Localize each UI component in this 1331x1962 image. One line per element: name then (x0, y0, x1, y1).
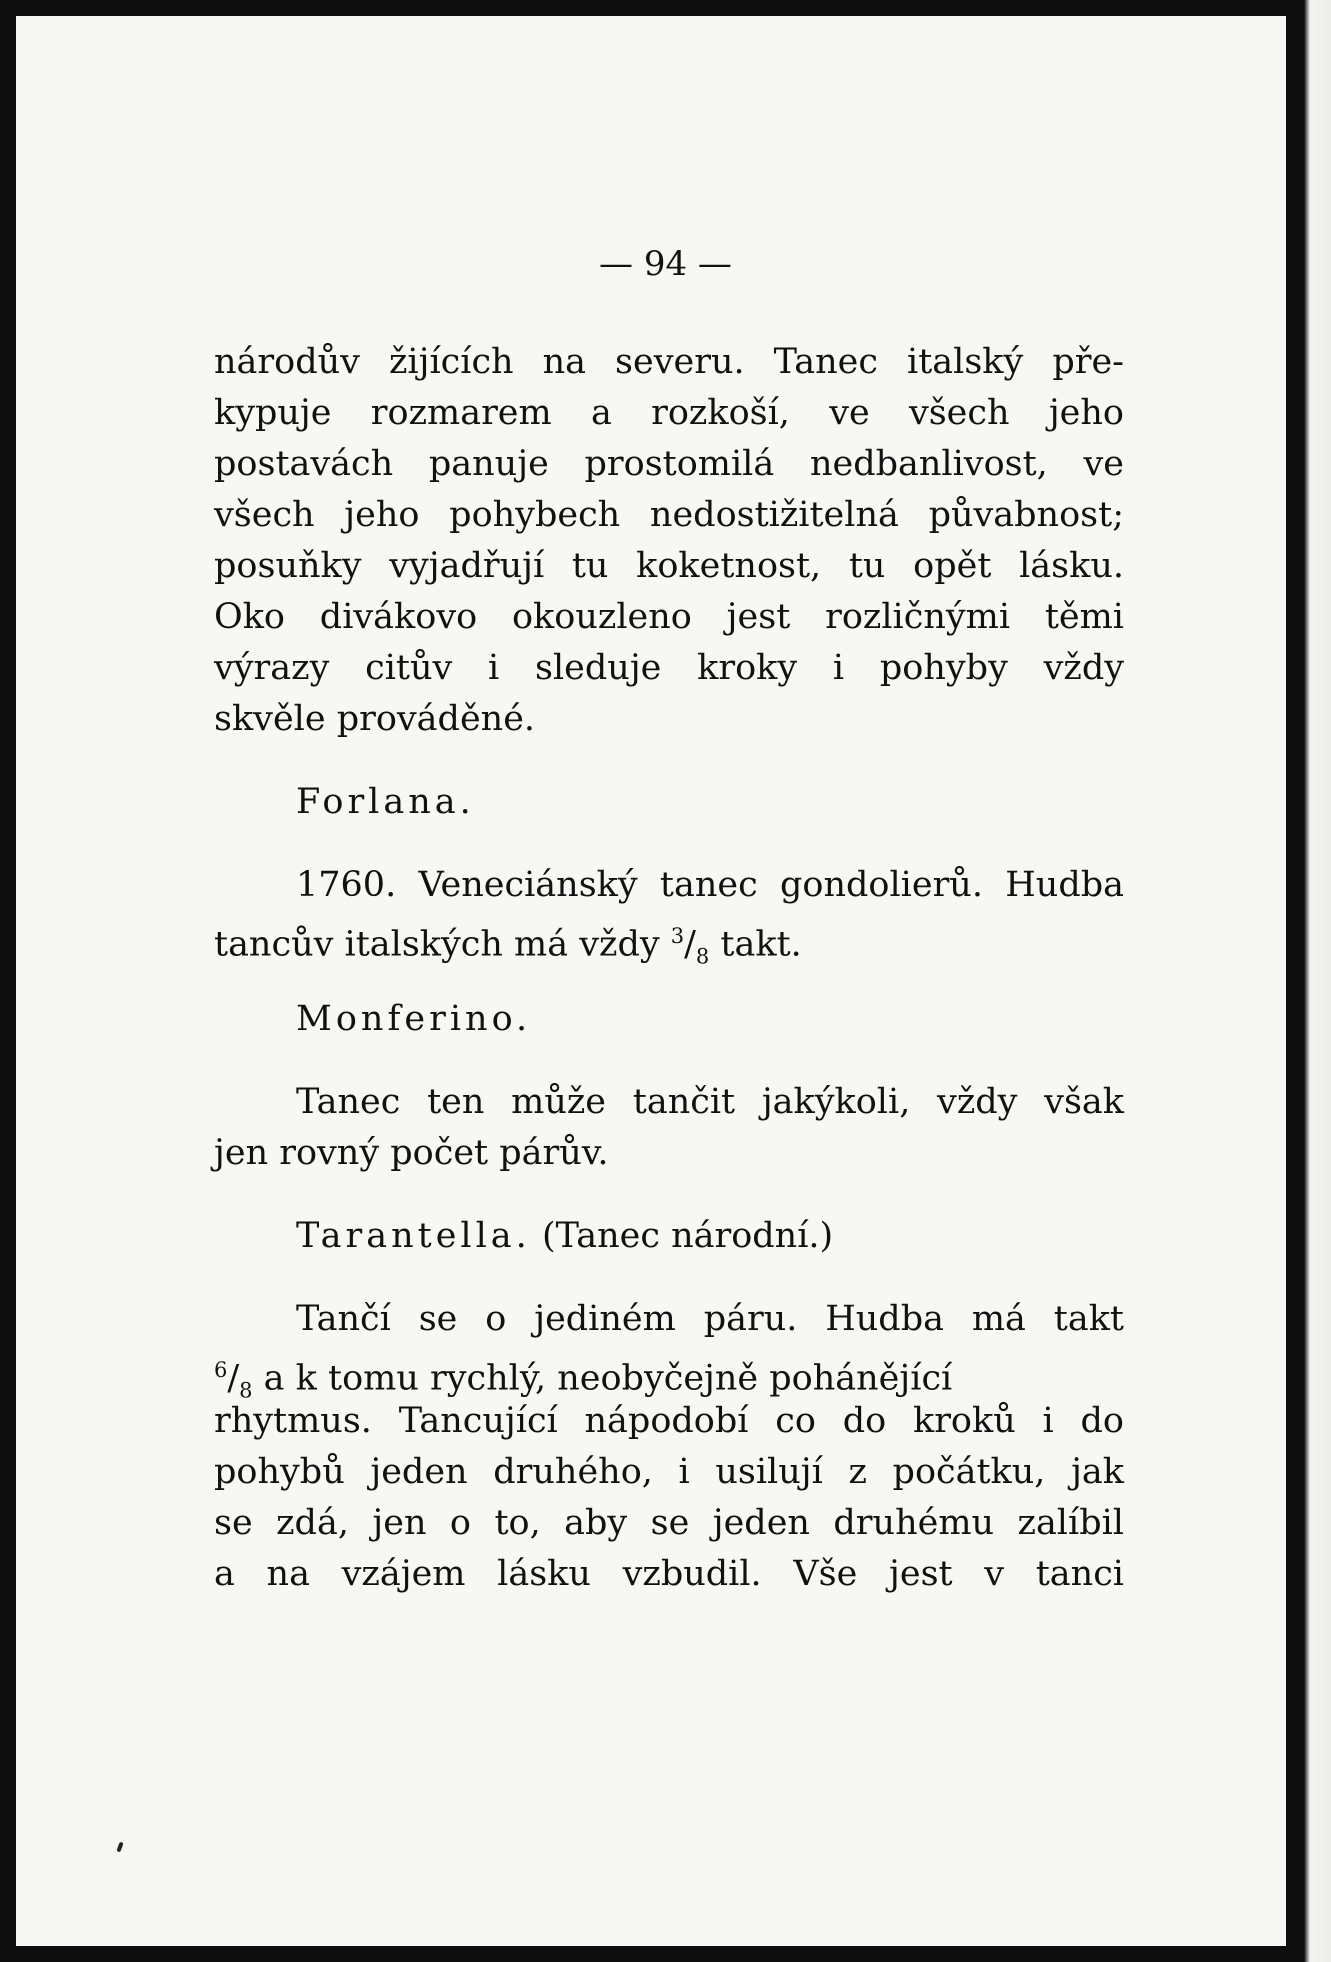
text-line: rhytmus. Tancující nápodobí co do kroků i do (214, 1401, 1124, 1441)
text-line: Tančí se o jediném páru. Hudba má takt (296, 1299, 1124, 1339)
text-line: posuňky vyjadřují tu koketnost, tu opět lásku. (214, 546, 1124, 586)
text-line: a na vzájem lásku vzbudil. Vše jest v tanci (214, 1554, 1124, 1594)
fraction-denominator: 8 (695, 944, 710, 969)
text-line: se zdá, jen o to, aby se jeden druhému zalíbil (214, 1503, 1124, 1543)
section-heading-tarantella (296, 1210, 1124, 1262)
text-line: národův žijících na severu. Tanec italský pře- (214, 342, 1124, 382)
text-line: všech jeho pohybech nedostižitelná půvabnost; (214, 495, 1124, 535)
text-line: Oko divákovo okouzleno jest rozličnými těmi (214, 597, 1124, 637)
book-page (16, 16, 1286, 1946)
text-line: tancův italských má vždy $^3/_8$ takt. (214, 924, 802, 969)
text-segment: takt. (709, 924, 802, 965)
text-line: Tanec ten může tančit jakýkoli, vždy však (296, 1082, 1124, 1122)
text-line: jen rovný počet párův. (214, 1133, 609, 1173)
text-line: $^6/_8$ a k tomu rychlý, neobyčejně pohánějící (214, 1358, 953, 1403)
page-number: — 94 — (599, 244, 732, 284)
text-line: 1760. Veneciánský tanec gondolierů. Hudba (296, 865, 1124, 905)
text-line: skvěle prováděné. (214, 699, 536, 739)
text-line: pohybů jeden druhého, i usilují z počátku, jak (214, 1452, 1124, 1492)
text-line: kypuje rozmarem a rozkoší, ve všech jeho (214, 393, 1124, 433)
section-heading-monferino: Monferino. (296, 999, 532, 1039)
fraction-denominator: 8 (239, 1378, 253, 1403)
section-heading-forlana: Forlana. (296, 782, 475, 822)
page-edge (1296, 0, 1331, 1962)
text-segment: a k tomu rychlý, neobyčejně pohánějící (252, 1358, 953, 1399)
text-line: postavách panuje prostomilá nedbanlivost, ve (214, 444, 1124, 484)
heading-note: (Tanec národní.) (541, 1216, 834, 1256)
text-segment: tancův italských má vždy (214, 924, 671, 965)
text-line: výrazy citův i sleduje kroky i pohyby vždy (214, 648, 1124, 688)
fraction-numerator: 6 (214, 1358, 228, 1382)
fraction-numerator: 3 (670, 924, 685, 948)
heading-title: Tarantella. (296, 1216, 531, 1256)
